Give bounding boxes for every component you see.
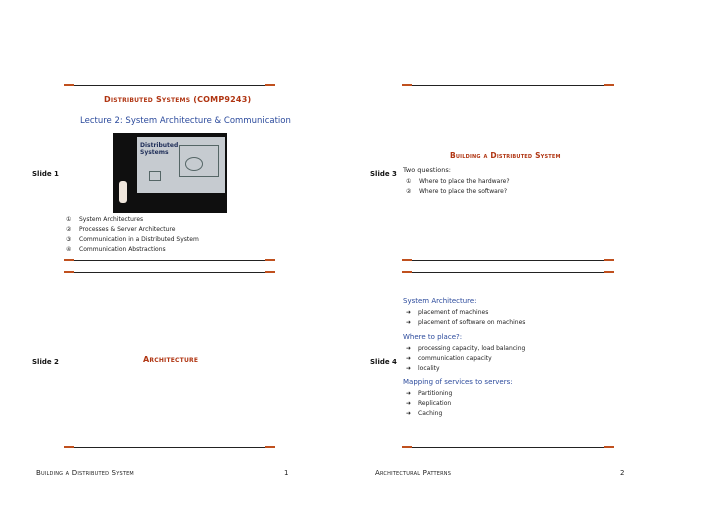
slide1-lecture-title: Lecture 2: System Architecture & Communication <box>80 116 291 126</box>
photo-diagram-node <box>149 171 161 181</box>
presenter-figure <box>119 181 127 203</box>
slide2-label: Slide 2 <box>32 358 59 366</box>
slide3-questions <box>406 177 510 197</box>
slide3-title: Building a Distributed System <box>450 151 561 160</box>
slide4-bottom-rule <box>402 447 614 448</box>
slide4-label: Slide 4 <box>370 358 397 366</box>
footer-right-page: 2 <box>620 469 625 477</box>
list-item: ① Where to place the hardware? <box>406 178 510 185</box>
list-item: ④ Communication Abstractions <box>66 246 166 253</box>
list-item: ➜ processing capacity, load balancing <box>406 345 526 352</box>
slide3-label: Slide 3 <box>370 170 397 178</box>
list-item: ② Processes & Server Architecture <box>66 226 176 233</box>
slide3-intro: Two questions: <box>403 166 451 174</box>
slide4-top-rule <box>402 272 614 273</box>
footer-right-title: Architectural Patterns <box>375 469 452 477</box>
list-item: ➜ Caching <box>406 410 443 417</box>
photo-caption: Distributed Systems <box>140 142 179 156</box>
group-heading: System Architecture: <box>403 297 477 305</box>
list-item: ➜ placement of software on machines <box>406 319 526 326</box>
footer-left-page: 1 <box>284 469 289 477</box>
slide4-content <box>403 297 613 419</box>
slide3-bottom-rule <box>402 260 614 261</box>
list-item: ➜ Partitioning <box>406 390 453 397</box>
list-item: ③ Communication in a Distributed System <box>66 236 199 243</box>
slide1-bottom-rule <box>64 260 275 261</box>
list-item: ② Where to place the software? <box>406 188 508 195</box>
slide2-top-rule <box>64 272 275 273</box>
slide1-top-rule <box>64 85 275 86</box>
slide2-title: Architecture <box>143 355 199 364</box>
group-list <box>406 308 613 328</box>
list-item: ➜ locality <box>406 365 440 372</box>
footer-left-title: Building a Distributed System <box>36 469 134 477</box>
slide1-label: Slide 1 <box>32 170 59 178</box>
photo-diagram-circle <box>185 157 203 171</box>
slide1-course-title: Distributed Systems (COMP9243) <box>104 95 252 104</box>
slide2-bottom-rule <box>64 447 275 448</box>
list-item: ➜ communication capacity <box>406 355 492 362</box>
group-heading: Mapping of services to servers: <box>403 378 513 386</box>
slide3-top-rule <box>402 85 614 86</box>
group-list <box>406 389 613 419</box>
group-list <box>406 344 613 374</box>
lecture-photo <box>113 133 227 213</box>
list-item: ➜ Replication <box>406 400 452 407</box>
group-heading: Where to place?: <box>403 333 463 341</box>
list-item: ① System Architectures <box>66 216 144 223</box>
list-item: ➜ placement of machines <box>406 309 489 316</box>
slide1-outline <box>66 215 199 255</box>
